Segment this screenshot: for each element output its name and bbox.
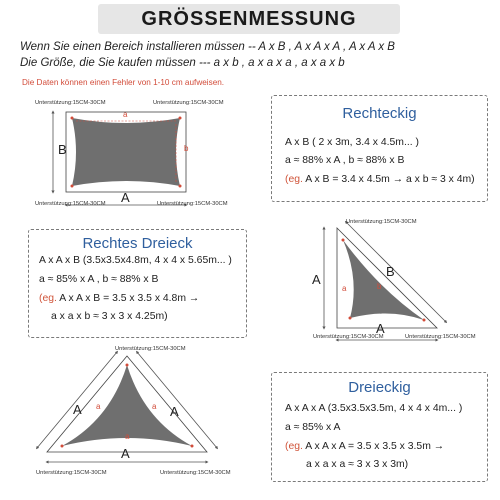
- tri-example-result: a x a x a ≈ 3 x 3 x 3m): [306, 459, 409, 470]
- rect-support-tr: Unterstützung:15CM-30CM: [153, 100, 224, 106]
- right-info-box: [28, 229, 247, 338]
- rect-ratio: a ≈ 88% x A , b ≈ 88% x B: [285, 155, 405, 166]
- rect-label-a: a: [123, 110, 128, 119]
- right-label-B: B: [386, 264, 395, 279]
- tri-label-A-left: A: [73, 402, 82, 417]
- rect-label-b: b: [184, 144, 189, 153]
- rect-heading: Rechteckig: [342, 105, 417, 122]
- tri-sizes: A x A x A (3.5x3.5x3.5m, 4 x 4 x 4m... ): [285, 403, 463, 414]
- rect-info-box: [271, 95, 488, 202]
- tri-support-top: Unterstützung:15CM-30CM: [115, 346, 186, 352]
- rect-example: (eg. A x B = 3.4 x 4.5m → a x b ≈ 3 x 4m): [285, 174, 475, 185]
- tri-label-a-bottom: a: [125, 432, 130, 441]
- right-shade-sail: [343, 240, 424, 320]
- rect-label-A: A: [121, 190, 130, 205]
- intro-error-note: Die Daten können einen Fehler von 1-10 cm aufweisen.: [22, 78, 225, 87]
- rect-shade-sail: [72, 118, 180, 186]
- right-example: (eg. A x A x B = 3.5 x 3.5 x 4.8m →: [39, 293, 200, 304]
- right-label-A-left: A: [312, 272, 321, 287]
- tri-ratio: a ≈ 85% x A: [285, 422, 341, 433]
- rect-diagram: [53, 112, 189, 205]
- right-support-top: Unterstützung:15CM-30CM: [346, 219, 417, 225]
- rect-support-bl: Unterstützung:15CM-30CM: [35, 201, 106, 207]
- tri-label-A-right: A: [170, 404, 179, 419]
- right-label-a: a: [342, 284, 347, 293]
- right-label-b: b: [377, 282, 382, 291]
- right-support-br: Unterstützung:15CM-30CM: [405, 334, 476, 340]
- intro-line-install: Wenn Sie einen Bereich installieren müssen -- A x B , A x A x A , A x A x B: [20, 41, 395, 53]
- intro-line-buy: Die Größe, die Sie kaufen müssen --- a x b , a x a x a , a x a x b: [20, 57, 345, 69]
- right-support-bl: Unterstützung:15CM-30CM: [313, 334, 384, 340]
- right-example-result: a x a x b ≈ 3 x 3 x 4.25m): [51, 311, 168, 322]
- rect-label-B: B: [58, 142, 67, 157]
- tri-example: (eg. A x A x A = 3.5 x 3.5 x 3.5m →: [285, 441, 445, 452]
- rect-sizes: A x B ( 2 x 3m, 3.4 x 4.5m... ): [285, 137, 419, 148]
- tri-label-a-left: a: [96, 402, 101, 411]
- right-heading: Rechtes Dreieck: [82, 235, 193, 252]
- right-sizes: A x A x B (3.5x3.5x4.8m, 4 x 4 x 5.65m... ): [39, 255, 232, 266]
- tri-support-bl: Unterstützung:15CM-30CM: [36, 470, 107, 476]
- page-title: GRÖSSENMESSUNG: [141, 8, 357, 30]
- corner-ring: [179, 117, 182, 120]
- tri-label-A-bottom: A: [121, 446, 130, 461]
- corner-ring: [71, 117, 74, 120]
- rect-support-tl: Unterstützung:15CM-30CM: [35, 100, 106, 106]
- rect-support-br: Unterstützung:15CM-30CM: [157, 201, 228, 207]
- right-triangle-diagram: [324, 222, 446, 340]
- tri-info-box: [271, 372, 488, 482]
- tri-heading: Dreieckig: [348, 379, 411, 396]
- corner-ring: [179, 185, 182, 188]
- right-ratio: a ≈ 85% x A , b ≈ 88% x B: [39, 274, 159, 285]
- right-label-A-bottom: A: [376, 321, 385, 336]
- corner-ring: [71, 185, 74, 188]
- tri-support-br: Unterstützung:15CM-30CM: [160, 470, 231, 476]
- tri-label-a-right: a: [152, 402, 157, 411]
